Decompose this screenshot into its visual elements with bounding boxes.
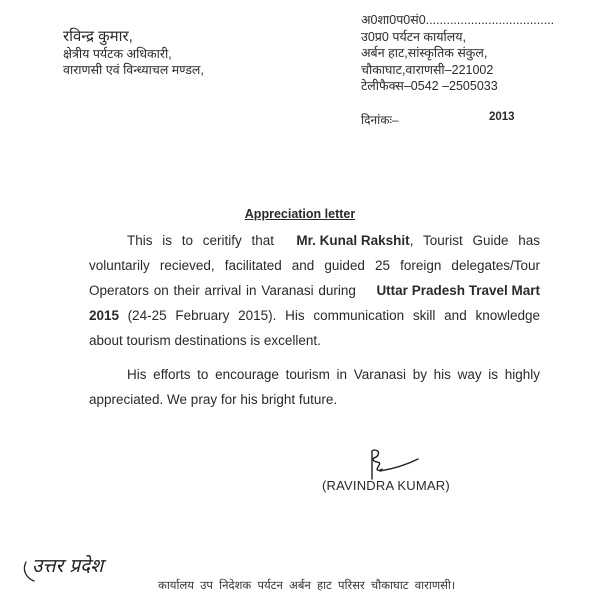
letterhead-left — [63, 28, 204, 78]
office-name: उ0प्र0 पर्यटन कार्यालय, — [361, 29, 466, 44]
event-year: 2015 — [89, 308, 120, 323]
paragraph-1-line-2: voluntarily recieved, facilitated and guided 25 foreign delegates/Tour — [89, 258, 540, 273]
date-label: दिनांकः– — [361, 113, 399, 127]
paragraph-1-line-4 — [89, 303, 540, 328]
footer-address: कार्यालय उप निदेशक पर्यटन अर्बन हाट परिसर चौकाघाट वाराणसी। — [158, 580, 456, 592]
paragraph-1-line-1 — [89, 228, 540, 253]
paragraph-2-line-1: His efforts to encourage tourism in Varanasi by his way is highly — [127, 367, 540, 382]
date-year: 2013 — [489, 111, 515, 123]
office-address-line-1: अर्बन हाट,सांस्कृतिक संकुल, — [361, 46, 488, 60]
letterhead-right — [361, 12, 554, 95]
date-row — [361, 111, 561, 128]
reference-number: अ0शा0प0सं0..................................... — [361, 13, 555, 27]
logo-text: उत्तर प्रदेश — [32, 555, 104, 577]
text-segment: Operators on their arrival in Varanasi during — [89, 283, 356, 298]
guide-name: Mr. Kunal Rakshit — [296, 233, 410, 248]
office-address-line-2: चौकाघाट,वाराणसी–221002 — [361, 62, 494, 77]
paragraph-1-line-3 — [89, 278, 540, 303]
text-segment — [296, 228, 540, 253]
telefax: टेलीफैक्स–0542 –2505033 — [361, 79, 498, 93]
officer-name: रविन्द्र कुमार, — [63, 28, 133, 45]
paragraph-2-line-2: appreciated. We pray for his bright future. — [89, 392, 338, 407]
uttar-pradesh-logo — [20, 548, 120, 584]
text-segment: This is to ceritify that — [127, 233, 275, 248]
event-name: Uttar Pradesh Travel Mart — [376, 283, 540, 298]
text-segment: , Tourist Guide has — [409, 233, 540, 248]
paragraph-1-line-5: about tourism destinations is excellent. — [89, 333, 321, 348]
signatory-name: (RAVINDRA KUMAR) — [322, 478, 450, 493]
letter-body — [89, 228, 540, 412]
officer-region: वाराणसी एवं विन्ध्याचल मण्डल, — [63, 63, 204, 77]
text-segment: (24-25 February 2015). His communication skill and knowledge — [127, 308, 540, 323]
officer-designation: क्षेत्रीय पर्यटक अधिकारी, — [63, 47, 172, 61]
letter-title: Appreciation letter — [244, 207, 356, 221]
